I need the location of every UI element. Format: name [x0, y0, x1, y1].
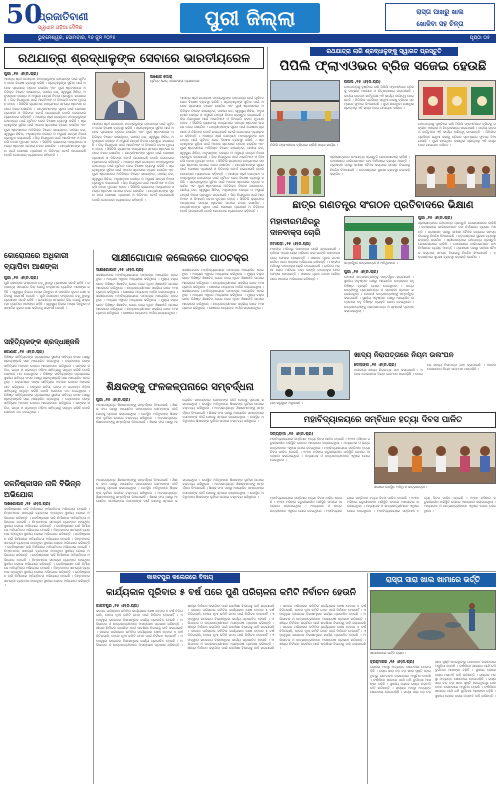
- rathayatra-body: ଆସନ୍ତା ଶ୍ରୀ ଜଗନ୍ନାଥ ମହାପ୍ରଭୁଙ୍କ ରଥଯାତ୍ରା ପାଇଁ ପୂର୍ବତଟ ରେଳ ବିଶେଷ ବ୍ୟବସ୍ଥା କରିଛି । ଶ୍ରଦ୍ଧାଳୁଙ୍କ ସୁବିଧା ପାଇଁ ଅନେକ ସ୍ପେସାଲ ଟ୍ରେନ ଚଳାଯିବ ଏବଂ ପୁରୀ ଷ୍ଟେସନରେ ଅତିରିକ୍ତ ଟିକେଟ କାଉଣ୍ଟର, ପାନୀୟ ଜଳ, ସ୍ୱାସ୍ଥ୍ୟ ଶିବିର, ଅନୁସନ୍ଧାନ କେନ୍ଦ୍ର ଓ ଅସ୍ଥାୟୀ ଯାତ୍ରୀ ନିବାସ ପ୍ରସ୍ତୁତ କରାଯାଇଛି । ଭିଡ଼ ନିୟନ୍ତ୍ରଣ ପାଇଁ ଆରପିଏଫ ଓ ଜିଆରପି ଜବାନ ମୁତୟନ ହେବେ । ସିସିଟିଭି କ୍ୟାମେରା ମାଧ୍ୟମରେ ସମଗ୍ର ଷ୍ଟେସନ ଉପରେ ନଜର ରଖାଯିବ । ଯାତ୍ରୀମାନଙ୍କ ସୂଚନା ପାଇଁ ଘୋଷଣା ପ୍ରଣାଳୀ ଓ ଡିଜିଟାଲ ବୋର୍ଡ ଲଗାଯାଇଛି ବୋଲି ଜେନେରାଲ ମ୍ୟାନେଜର କହିଛନ୍ତି ।: [180, 171, 264, 214]
- road-byline: ବ୍ରହ୍ମଗିରି ,୧୫ ।୬(ନି.ପ୍ର): [370, 660, 415, 664]
- bus-headline: ଖାଦ୍ୟ ନିରାପତ୍ତାରେ ନିୟମ ଉଲଂଘନ: [354, 351, 454, 359]
- flyover-photo: [270, 80, 340, 142]
- kakatpur-kicker: କାକଟପୁର କଲେଜରେ ବିଦାୟ: [120, 573, 240, 583]
- sakhigopal-col-2: [182, 268, 264, 378]
- anniversary-logo: 50: [6, 0, 43, 30]
- sahitya-headline: ସାହିତ୍ୟିକଙ୍କ ଶ୍ରଦ୍ଧାଞ୍ଜଳି: [4, 338, 80, 346]
- kakatpur-body: କଲେଜ ପରିଚାଳନା କମିଟିର କାର୍ଯ୍ୟକାଳ ଶେଷ ହେବାର ୫ ବର୍ଷ ବିତିଗଲାଣି, ହେଲେ ନୂଆ କମିଟି ଗଠନ ପାଇଁ ନିର୍ବାଚନ ହେଉନାହିଁ । ଏହାଦ୍ୱାରା କଲେଜର ବିକାଶମୂଳକ କାର୍ଯ୍ୟ ପ୍ରଭାବିତ ହେଉଛି । ଅଭିଭାବକ ଓ ଛାତ୍ରଛାତ୍ରୀମାନେ ଅସନ୍ତୋଷ ପ୍ରକାଶ କରିଛନ୍ତି । ଶୀଘ୍ର ନିର୍ବାଚନ କରାଯିବା ପାଇଁ ଉଚ୍ଚଶିକ୍ଷା ବିଭାଗକୁ ଦାବି କରାଯାଇଛି ।: [279, 604, 366, 630]
- rathayatra-headline: ରଥଯାତ୍ରା ଶ୍ରଦ୍ଧାଳୁଙ୍କ ସେବାରେ ଭାରତୀୟରେଳ: [4, 47, 264, 69]
- road-photo: [370, 590, 496, 650]
- right-mid-text: [330, 155, 410, 197]
- sakhigopal-col-1: [96, 268, 178, 378]
- rathayatra-byline: ପୁରୀ ,୧୫ ।୬(ନି.ପ୍ର): [4, 72, 39, 76]
- bridge-art-photo: [418, 80, 496, 120]
- drain-headline: ଜଳନିଷ୍କାସନ ନାଳି ବିଭିନ୍ନ ଅଭିଯୋଗ: [4, 479, 81, 499]
- kakatpur-body: କଲେଜ ପରିଚାଳନା କମିଟିର କାର୍ଯ୍ୟକାଳ ଶେଷ ହେବାର ୫ ବର୍ଷ ବିତିଗଲାଣି, ହେଲେ ନୂଆ କମିଟି ଗଠନ ପାଇଁ ନିର୍ବାଚନ ହେଉନାହିଁ । ଏହାଦ୍ୱାରା କଲେଜର ବିକାଶମୂଳକ କାର୍ଯ୍ୟ ପ୍ରଭାବିତ ହେଉଛି । ଅଭିଭାବକ ଓ ଛାତ୍ରଛାତ୍ରୀମାନେ ଅସନ୍ତୋଷ ପ୍ରକାଶ କରିଛନ୍ତି । ଶୀଘ୍ର ନିର୍ବାଚନ କରାଯିବା ପାଇଁ ଉଚ୍ଚଶିକ୍ଷା ବିଭାଗକୁ ଦାବି କରାଯାଇଛି ।: [96, 609, 183, 635]
- rathayatra-body: ଆସନ୍ତା ଶ୍ରୀ ଜଗନ୍ନାଥ ମହାପ୍ରଭୁଙ୍କ ରଥଯାତ୍ରା ପାଇଁ ପୂର୍ବତଟ ରେଳ ବିଶେଷ ବ୍ୟବସ୍ଥା କରିଛି । ଶ୍ରଦ୍ଧାଳୁଙ୍କ ସୁବିଧା ପାଇଁ ଅନେକ ସ୍ପେସାଲ ଟ୍ରେନ ଚଳାଯିବ ଏବଂ ପୁରୀ ଷ୍ଟେସନରେ ଅତିରିକ୍ତ ଟିକେଟ କାଉଣ୍ଟର, ପାନୀୟ ଜଳ, ସ୍ୱାସ୍ଥ୍ୟ ଶିବିର, ଅନୁସନ୍ଧାନ କେନ୍ଦ୍ର ଓ ଅସ୍ଥାୟୀ ଯାତ୍ରୀ ନିବାସ ପ୍ରସ୍ତୁତ କରାଯାଇଛି । ଭିଡ଼ ନିୟନ୍ତ୍ରଣ ପାଇଁ ଆରପିଏଫ ଓ ଜିଆରପି ଜବାନ ମୁତୟନ ହେବେ । ସିସିଟିଭି କ୍ୟାମେରା ମାଧ୍ୟମରେ ସମଗ୍ର ଷ୍ଟେସନ ଉପରେ ନଜର ରଖାଯିବ । ଯାତ୍ରୀମାନଙ୍କ ସୂଚନା ପାଇଁ ଘୋଷଣା ପ୍ରଣାଳୀ ଓ ଡିଜିଟାଲ ବୋର୍ଡ ଲଗାଯାଇଛି ବୋଲି ଜେନେରାଲ ମ୍ୟାନେଜର କହିଛନ୍ତି ।: [4, 115, 86, 157]
- dateline: [4, 34, 496, 43]
- sakhigopal-body: ସାକ୍ଷୀଗୋପାଳ ମହାବିଦ୍ୟାଳୟରେ ପାଠଚକ୍ର ଆୟୋଜିତ ହୋଇଥିଲା । ଅଧ୍ୟକ୍ଷ ଏଥିରେ ଅଧ୍ୟକ୍ଷତା କରିଥିଲେ । ମୁଖ୍ୟ ବକ୍ତା ଭାବେ ବିଶିଷ୍ଟ ଶିକ୍ଷାବିତ୍ ଯୋଗ ଦେଇ ନୂତନ ଶିକ୍ଷାନୀତି ଉପରେ ଆଲୋଚନା କରିଥିଲେ । ଛାତ୍ରଛାତ୍ରୀମାନେ ସକ୍ରିୟ ଭାବେ ଅଂଶଗ୍ରହଣ କରିଥିଲେ । ଶେଷରେ ଧନ୍ୟବାଦ ଅର୍ପଣ କରାଯାଇଥିଲା ।: [182, 289, 264, 310]
- sahitya-body: ବିଶିଷ୍ଟ ସାହିତ୍ୟିକଙ୍କ ପ୍ରୟାଣରେ ସ୍ଥାନୀୟ ସାହିତ୍ୟ ସଂସଦ ପକ୍ଷରୁ ଶ୍ରଦ୍ଧାଞ୍ଜଳି ସଭା ଆୟୋଜିତ ହୋଇଥିଲା । ବକ୍ତାମାନେ ତାଙ୍କ ସାହିତ୍ୟିକ ଅବଦାନ ଉପରେ ଆଲୋକପାତ କରିଥିଲେ । ତାଙ୍କର କବିତା, ଗଳ୍ପ ଓ ପ୍ରବନ୍ଧ ଓଡ଼ିଆ ସାହିତ୍ୟକୁ ସମୃଦ୍ଧ କରିଛି ବୋଲି ସେମାନେ ମତ ଦେଇଥିଲେ ।: [4, 393, 90, 414]
- column-rule: [267, 47, 268, 297]
- sakhigopal-headline: ସାକ୍ଷୀଗୋପାଳ କଲେଜରେ ପାଠଚକ୍ର: [111, 253, 249, 264]
- bus-text: [354, 363, 496, 403]
- pipili-headline: ପିପିଲି ଫ୍ଲାଏଓଭର ବ୍ରିଜ ସଜେଇ ହେଉଛି: [279, 59, 487, 74]
- portrait-caption-box: [150, 74, 260, 94]
- sakhigopal-byline: ସାକ୍ଷୀଗୋପାଳ ,୧୫ ।୬(ନି.ପ୍ର): [96, 268, 144, 272]
- teachers-byline: ପୁରୀ ,୧୫ ।୬(ନି.ପ୍ର): [96, 398, 131, 402]
- newspaper-tagline: ସ୍ୱାଧୀନ ଓଡ଼ିଆ ଦୈନିକ: [38, 25, 83, 31]
- mahavidyalaya-photo: [374, 432, 496, 484]
- sakhigopal-body: ସାକ୍ଷୀଗୋପାଳ ମହାବିଦ୍ୟାଳୟରେ ପାଠଚକ୍ର ଆୟୋଜିତ ହୋଇଥିଲା । ଅଧ୍ୟକ୍ଷ ଏଥିରେ ଅଧ୍ୟକ୍ଷତା କରିଥିଲେ । ମୁଖ୍ୟ ବକ୍ତା ଭାବେ ବିଶିଷ୍ଟ ଶିକ୍ଷାବିତ୍ ଯୋଗ ଦେଇ ନୂତନ ଶିକ୍ଷାନୀତି ଉପରେ ଆଲୋଚନା କରିଥିଲେ । ଛାତ୍ରଛାତ୍ରୀମାନେ ସକ୍ରିୟ ଭାବେ ଅଂଶଗ୍ରହଣ କରିଥିଲେ । ଶେଷରେ ଧନ୍ୟବାଦ ଅର୍ପଣ କରାଯାଇଥିଲା ।: [96, 294, 178, 316]
- teachers-body: ଅବସରପ୍ରାପ୍ତ ଶିକ୍ଷକମାନଙ୍କୁ ସମ୍ବର୍ଦ୍ଧନା ଦିଆଯାଇଛି । ଶିକ୍ଷକ ସଂଘ ପକ୍ଷରୁ ଆୟୋଜିତ ସମାରୋହରେ ସେମାନଙ୍କ ଦୀର୍ଘ ସେବାକୁ ସ୍ମରଣ କରାଯାଇଥିଲା । ଉପସ୍ଥିତ ଅତିଥିମାନେ ଶିକ୍ଷକଙ୍କ ଭୂମିକା ଉପରେ ବକ୍ତବ୍ୟ ରଖିଥିଲେ ।: [96, 403, 178, 420]
- right-column-text: [418, 216, 496, 346]
- drain-body: ଜଳନିଷ୍କାସନ ନାଳି ନିର୍ମାଣରେ ଅନିୟମିତତା ଅଭିଯୋଗ ହୋଇଛି । ନିମ୍ନମାନର ସାମଗ୍ରୀ ବ୍ୟବହାର ହେଉଥିବା ସ୍ଥାନୀୟ ଲୋକେ ଅଭିଯୋଗ କରିଛନ୍ତି ।: [4, 561, 90, 575]
- portrait-caption: ପୂର୍ବତଟ ରେଳ, ଜେନେରାଲ ମ୍ୟାନେଜର: [150, 79, 200, 83]
- newspaper-name: ପ୍ରଜାତିବାଣୀ: [38, 12, 89, 23]
- teachers-text: [96, 398, 264, 474]
- drain-body: ଜଳନିଷ୍କାସନ ନାଳି ନିର୍ମାଣରେ ଅନିୟମିତତା ଅଭିଯୋଗ ହୋଇଛି । ନିମ୍ନମାନର ସାମଗ୍ରୀ ବ୍ୟବହାର ହେଉଥିବା ସ୍ଥାନୀୟ ଲୋକେ ଅଭିଯୋଗ କରିଛନ୍ତି ।: [4, 507, 90, 520]
- road-body: ରାସ୍ତାର ଅବସ୍ଥା ଅତ୍ୟନ୍ତ ଶୋଚନୀୟ ହୋଇପଡ଼ିଛି । ରାସ୍ତା ସାରା ବଡ଼ ବଡ଼ ଖାଲ ସୃଷ୍ଟି ହୋଇଥିବାରୁ ଯାନବାହନ ଚଳାଚଳରେ ଅସୁବିଧା ହେଉଛି । ବର୍ଷାଦିନେ ଖାଲରେ ପାଣି ଜମି ଦୁର୍ଘଟଣା ଆଶଙ୍କା ବଢ଼ିଛି । ସ୍ଥାନୀୟ ଲୋକେ ରାସ୍ତା ମରାମତି ଦାବି କରିଛନ୍ତି ।: [435, 672, 496, 698]
- kakatpur-body: କଲେଜ ପରିଚାଳନା କମିଟିର କାର୍ଯ୍ୟକାଳ ଶେଷ ହେବାର ୫ ବର୍ଷ ବିତିଗଲାଣି, ହେଲେ ନୂଆ କମିଟି ଗଠନ ପାଇଁ ନିର୍ବାଚନ ହେଉନାହିଁ । ଏହାଦ୍ୱାରା କଲେଜର ବିକାଶମୂଳକ କାର୍ଯ୍ୟ ପ୍ରଭାବିତ ହେଉଛି । ଅଭିଭାବକ ଓ ଛାତ୍ରଛାତ୍ରୀମାନେ ଅସନ୍ତୋଷ ପ୍ରକାଶ କରିଛନ୍ତି । ଶୀଘ୍ର ନିର୍ବାଚନ କରାଯିବା ପାଇଁ ଉଚ୍ଚଶିକ୍ଷା ବିଭାଗକୁ ଦାବି କରାଯାଇଛି ।: [279, 625, 366, 651]
- sahitya-body: ବିଶିଷ୍ଟ ସାହିତ୍ୟିକଙ୍କ ପ୍ରୟାଣରେ ସ୍ଥାନୀୟ ସାହିତ୍ୟ ସଂସଦ ପକ୍ଷରୁ ଶ୍ରଦ୍ଧାଞ୍ଜଳି ସଭା ଆୟୋଜିତ ହୋଇଥିଲା । ବକ୍ତାମାନେ ତାଙ୍କ ସାହିତ୍ୟିକ ଅବଦାନ ଉପରେ ଆଲୋକପାତ କରିଥିଲେ । ତାଙ୍କର କବିତା, ଗଳ୍ପ ଓ ପ୍ରବନ୍ଧ ଓଡ଼ିଆ ସାହିତ୍ୟକୁ ସମୃଦ୍ଧ କରିଛି ବୋଲି ସେମାନେ ମତ ଦେଇଥିଲେ ।: [4, 355, 90, 377]
- bus-caption: ଯାଞ୍ଚ କରୁଥିବା ଅଧିକାରୀ ।: [270, 401, 303, 405]
- kakatpur-headline: କାର୍ଯ୍ୟକାଳ ପୂରିବାର ୫ ବର୍ଷ ପରେ ପୁଣି ପରିଚାଳନା କମିଟି ନିର୍ବାଚନ ହେଉନି: [106, 588, 356, 598]
- column-rule: [93, 250, 94, 784]
- rathayatra-body: ଆସନ୍ତା ଶ୍ରୀ ଜଗନ୍ନାଥ ମହାପ୍ରଭୁଙ୍କ ରଥଯାତ୍ରା ପାଇଁ ପୂର୍ବତଟ ରେଳ ବିଶେଷ ବ୍ୟବସ୍ଥା କରିଛି । ଶ୍ରଦ୍ଧାଳୁଙ୍କ ସୁବିଧା ପାଇଁ ଅନେକ ସ୍ପେସାଲ ଟ୍ରେନ ଚଳାଯିବ ଏବଂ ପୁରୀ ଷ୍ଟେସନରେ ଅତିରିକ୍ତ ଟିକେଟ କାଉଣ୍ଟର, ପାନୀୟ ଜଳ, ସ୍ୱାସ୍ଥ୍ୟ ଶିବିର, ଅନୁସନ୍ଧାନ କେନ୍ଦ୍ର ଓ ଅସ୍ଥାୟୀ ଯାତ୍ରୀ ନିବାସ ପ୍ରସ୍ତୁତ କରାଯାଇଛି । ଭିଡ଼ ନିୟନ୍ତ୍ରଣ ପାଇଁ ଆରପିଏଫ ଓ ଜିଆରପି ଜବାନ ମୁତୟନ ହେବେ । ସିସିଟିଭି କ୍ୟାମେରା ମାଧ୍ୟମରେ ସମଗ୍ର ଷ୍ଟେସନ ଉପରେ ନଜର ରଖାଯିବ । ଯାତ୍ରୀମାନଙ୍କ ସୂଚନା ପାଇଁ ଘୋଷଣା ପ୍ରଣାଳୀ ଓ ଡିଜିଟାଲ ବୋର୍ଡ ଲଗାଯାଇଛି ବୋଲି ଜେନେରାଲ ମ୍ୟାନେଜର କହିଛନ୍ତି ।: [92, 122, 174, 164]
- bus-photo: [270, 350, 350, 400]
- rathayatra-body: ଆସନ୍ତା ଶ୍ରୀ ଜଗନ୍ନାଥ ମହାପ୍ରଭୁଙ୍କ ରଥଯାତ୍ରା ପାଇଁ ପୂର୍ବତଟ ରେଳ ବିଶେଷ ବ୍ୟବସ୍ଥା କରିଛି । ଶ୍ରଦ୍ଧାଳୁଙ୍କ ସୁବିଧା ପାଇଁ ଅନେକ ସ୍ପେସାଲ ଟ୍ରେନ ଚଳାଯିବ ଏବଂ ପୁରୀ ଷ୍ଟେସନରେ ଅତିରିକ୍ତ ଟିକେଟ କାଉଣ୍ଟର, ପାନୀୟ ଜଳ, ସ୍ୱାସ୍ଥ୍ୟ ଶିବିର, ଅନୁସନ୍ଧାନ କେନ୍ଦ୍ର ଓ ଅସ୍ଥାୟୀ ଯାତ୍ରୀ ନିବାସ ପ୍ରସ୍ତୁତ କରାଯାଇଛି । ଭିଡ଼ ନିୟନ୍ତ୍ରଣ ପାଇଁ ଆରପିଏଫ ଓ ଜିଆରପି ଜବାନ ମୁତୟନ ହେବେ । ସିସିଟିଭି କ୍ୟାମେରା ମାଧ୍ୟମରେ ସମଗ୍ର ଷ୍ଟେସନ ଉପରେ ନଜର ରଖାଯିବ । ଯାତ୍ରୀମାନଙ୍କ ସୂଚନା ପାଇଁ ଘୋଷଣା ପ୍ରଣାଳୀ ଓ ଡିଜିଟାଲ ବୋର୍ଡ ଲଗାଯାଇଛି ବୋଲି ଜେନେରାଲ ମ୍ୟାନେଜର କହିଛନ୍ତି ।: [4, 77, 86, 120]
- drain-text: [4, 502, 90, 784]
- mahavidyalaya-headline: ମହାବିଦ୍ୟାଳୟରେ ସମ୍ବିଧାନ ହତ୍ୟା ଦିବସ ପାଳିତ: [270, 412, 496, 428]
- drain-body: ଜଳନିଷ୍କାସନ ନାଳି ନିର୍ମାଣରେ ଅନିୟମିତତା ଅଭିଯୋଗ ହୋଇଛି । ନିମ୍ନମାନର ସାମଗ୍ରୀ ବ୍ୟବହାର ହେଉଥିବା ସ୍ଥାନୀୟ ଲୋକେ ଅଭିଯୋଗ କରିଛନ୍ତି ।: [4, 532, 90, 550]
- portrait-name: ଅଶୋକ ଦୋରା: [150, 74, 173, 79]
- mahavidyalaya-body: ମହାବିଦ୍ୟାଳୟରେ ସମ୍ବିଧାନ ହତ୍ୟା ଦିବସ ପାଳିତ ହୋଇଛି । ୧୯୭୫ ମସିହାର ଜରୁରୀକାଳୀନ ପରିସ୍ଥିତି ଉପରେ ଆଲୋଚନା କରାଯାଇଥିଲା । ଅଧ୍ୟାପକ ଓ ଛାତ୍ରଛାତ୍ରୀମାନେ ଏଥିରେ ଯୋଗ ଦେଇଥିଲେ ।: [270, 496, 342, 513]
- corona-headline: କୋରୋନାରେ ଅଧିକାରୀ ବ୍ୟାପିବା ଆଶଙ୍କା: [4, 251, 69, 271]
- corona-body: ପୁଣି କୋରୋନା ସଂକ୍ରମଣ ବଢ଼ୁଥିବାରୁ ପ୍ରଶାସନ ସତର୍କ ରହିଛି । ରଥଯାତ୍ରା ସମୟରେ ଭିଡ଼ ଯୋଗୁଁ ସଂକ୍ରମଣ ବ୍ୟାପିବା ଆଶଙ୍କା ରହିଛି । ସ୍ୱାସ୍ଥ୍ୟ ବିଭାଗ ମାସ୍କ ପିନ୍ଧିବା ଓ ସାମାଜିକ ଦୂରତା ରକ୍ଷା କରିବାକୁ ପରାମର୍ଶ ଦେଇଛି ।: [4, 293, 90, 311]
- corona-body: ପୁଣି କୋରୋନା ସଂକ୍ରମଣ ବଢ଼ୁଥିବାରୁ ପ୍ରଶାସନ ସତର୍କ ରହିଛି । ରଥଯାତ୍ରା ସମୟରେ ଭିଡ଼ ଯୋଗୁଁ ସଂକ୍ରମଣ ବ୍ୟାପିବା ଆଶଙ୍କା ରହିଛି । ସ୍ୱାସ୍ଥ୍ୟ ବିଭାଗ ମାସ୍କ ପିନ୍ଧିବା ଓ ସାମାଜିକ ଦୂରତା ରକ୍ଷା କରିବାକୁ ପରାମର୍ଶ ଦେଇଛି ।: [4, 281, 90, 298]
- section-rule: [96, 571, 496, 572]
- mahavidyalaya-byline: ସତ୍ୟବାଦୀ ,୧୫ ।୬(ନି.ପ୍ର): [270, 432, 314, 436]
- sakhigopal-body: ସାକ୍ଷୀଗୋପାଳ ମହାବିଦ୍ୟାଳୟରେ ପାଠଚକ୍ର ଆୟୋଜିତ ହୋଇଥିଲା । ଅଧ୍ୟକ୍ଷ ଏଥିରେ ଅଧ୍ୟକ୍ଷତା କରିଥିଲେ । ମୁଖ୍ୟ ବକ୍ତା ଭାବେ ବିଶିଷ୍ଟ ଶିକ୍ଷାବିତ୍ ଯୋଗ ଦେଇ ନୂତନ ଶିକ୍ଷାନୀତି ଉପରେ ଆଲୋଚନା କରିଥିଲେ । ଛାତ୍ରଛାତ୍ରୀମାନେ ସକ୍ରିୟ ଭାବେ ଅଂଶଗ୍ରହଣ କରିଥିଲେ । ଶେଷରେ ଧନ୍ୟବାଦ ଅର୍ପଣ କରାଯାଇଥିଲା ।: [182, 268, 264, 289]
- drain-body: ଜଳନିଷ୍କାସନ ନାଳି ନିର୍ମାଣରେ ଅନିୟମିତତା ଅଭିଯୋଗ ହୋଇଛି । ନିମ୍ନମାନର ସାମଗ୍ରୀ ବ୍ୟବହାର ହେଉଥିବା ସ୍ଥାନୀୟ ଲୋକେ ଅଭିଯୋଗ କରିଛନ୍ତି ।: [4, 524, 90, 537]
- right-column-body: ଶ୍ରୀକ୍ଷେତ୍ରରେ ରଥଯାତ୍ରା ପ୍ରସ୍ତୁତି ଜୋରସୋରରେ ଚାଲିଛି । ରଥଖଳାରେ କାରିଗରମାନେ ରଥ ନିର୍ମାଣରେ ବ୍ୟସ୍ତ ଅଛନ୍ତି । ପ୍ରଶାସନ ପକ୍ଷରୁ ସମୀକ୍ଷା ବୈଠକ କରାଯାଇ ସମସ୍ତ ବିଭାଗକୁ ନିର୍ଦ୍ଦେଶ ଦିଆଯାଇଛି । ବଡ଼ଦାଣ୍ଡରେ ସୁରକ୍ଷା ବ୍ୟବସ୍ଥା କଡ଼ାକଡ଼ି କରାଯିବ ।: [330, 155, 410, 176]
- road-body: ରାସ୍ତାର ଅବସ୍ଥା ଅତ୍ୟନ୍ତ ଶୋଚନୀୟ ହୋଇପଡ଼ିଛି । ରାସ୍ତା ସାରା ବଡ଼ ବଡ଼ ଖାଲ ସୃଷ୍ଟି ହୋଇଥିବାରୁ ଯାନବାହନ ଚଳାଚଳରେ ଅସୁବିଧା ହେଉଛି । ବର୍ଷାଦିନେ ଖାଲରେ ପାଣି ଜମି ଦୁର୍ଘଟଣା ଆଶଙ୍କା ବଢ଼ିଛି । ସ୍ଥାନୀୟ ଲୋକେ ରାସ୍ତା ମରାମତି ଦାବି କରିଛନ୍ତି ।: [370, 660, 496, 695]
- mahavidyalaya-body: ମହାବିଦ୍ୟାଳୟରେ ସମ୍ବିଧାନ ହତ୍ୟା ଦିବସ ପାଳିତ ହୋଇଛି । ୧୯୭୫ ମସିହାର ଜରୁରୀକାଳୀନ ପରିସ୍ଥିତି ଉପରେ ଆଲୋଚନା କରାଯାଇଥିଲା । ଅଧ୍ୟାପକ ଓ ଛାତ୍ରଛାତ୍ରୀମାନେ ଏଥିରେ ଯୋଗ ଦେଇଥିଲେ ।: [377, 496, 496, 513]
- road-body: ରାସ୍ତାର ଅବସ୍ଥା ଅତ୍ୟନ୍ତ ଶୋଚନୀୟ ହୋଇପଡ଼ିଛି । ରାସ୍ତା ସାରା ବଡ଼ ବଡ଼ ଖାଲ ସୃଷ୍ଟି ହୋଇଥିବାରୁ ଯାନବାହନ ଚଳାଚଳରେ ଅସୁବିଧା ହେଉଛି । ବର୍ଷାଦିନେ ଖାଲରେ ପାଣି ଜମି ଦୁର୍ଘଟଣା ଆଶଙ୍କା ବଢ଼ିଛି । ସ୍ଥାନୀୟ ଲୋକେ ରାସ୍ତା ମରାମତି ଦାବି କରିଛନ୍ତି ।: [370, 665, 431, 691]
- teachers-body: ଅବସରପ୍ରାପ୍ତ ଶିକ୍ଷକମାନଙ୍କୁ ସମ୍ବର୍ଦ୍ଧନା ଦିଆଯାଇଛି । ଶିକ୍ଷକ ସଂଘ ପକ୍ଷରୁ ଆୟୋଜିତ ସମାରୋହରେ ସେମାନଙ୍କ ଦୀର୍ଘ ସେବାକୁ ସ୍ମରଣ କରାଯାଇଥିଲା । ଉପସ୍ଥିତ ଅତିଥିମାନେ ଶିକ୍ଷକଙ୍କ ଭୂମିକା ଉପରେ ବକ୍ତବ୍ୟ ରଖିଥିଲେ ।: [182, 406, 264, 424]
- felicitation-photo: [344, 216, 414, 260]
- student-body: ମେଧାବୀ ଛାତ୍ରଛାତ୍ରୀଙ୍କୁ ସମ୍ବର୍ଦ୍ଧିତ କରାଯାଇଛି । ସ୍ଥାନୀୟ ଅନୁଷ୍ଠାନ ପକ୍ଷରୁ ଆୟୋଜିତ ଉତ୍ସବରେ ବହୁ ବିଶିଷ୍ଟ ବ୍ୟକ୍ତି ଯୋଗ ଦେଇଥିଲେ । ଛାତ୍ରଛାତ୍ରୀଙ୍କୁ ପ୍ରମାଣପତ୍ର ଓ ସ୍ମାରକୀ ପ୍ରଦାନ କରାଯାଇଥିଲା ।: [344, 275, 414, 297]
- mahabir-byline: ନିମାପଡ଼ା ,୧୫ ।୬(ନି.ପ୍ର): [270, 242, 311, 246]
- mahavidyalaya-more-text: [270, 496, 496, 568]
- rathayatra-col-1: [4, 72, 86, 246]
- teachers-headline: ଶିକ୍ଷକଙ୍କୁ ଫଳକଳ୍ପନାରେ ସମ୍ବର୍ଦ୍ଧନା: [106, 382, 254, 393]
- teachers-body: ଅବସରପ୍ରାପ୍ତ ଶିକ୍ଷକମାନଙ୍କୁ ସମ୍ବର୍ଦ୍ଧନା ଦିଆଯାଇଛି । ଶିକ୍ଷକ ସଂଘ ପକ୍ଷରୁ ଆୟୋଜିତ ସମାରୋହରେ ସେମାନଙ୍କ ଦୀର୍ଘ ସେବାକୁ ସ୍ମରଣ କରାଯାଇଥିଲା । ଉପସ୍ଥିତ ଅତିଥିମାନେ ଶିକ୍ଷକଙ୍କ ଭୂମିକା ଉପରେ ବକ୍ତବ୍ୟ ରଖିଥିଲେ ।: [96, 398, 264, 425]
- drain-body: ଜଳନିଷ୍କାସନ ନାଳି ନିର୍ମାଣରେ ଅନିୟମିତତା ଅଭିଯୋଗ ହୋଇଛି । ନିମ୍ନମାନର ସାମଗ୍ରୀ ବ୍ୟବହାର ହେଉଥିବା ସ୍ଥାନୀୟ ଲୋକେ ଅଭିଯୋଗ କରିଛନ୍ତି ।: [4, 545, 90, 558]
- mahabir-headline: ମହାବୀରମନ୍ଦିରରୁ ଦାନବାକ୍ସ ଚୋରି: [270, 217, 321, 237]
- date-text: ଭୁବନେଶ୍ୱର, ସୋମବାର, ୧୬ ଜୁନ ୨୦୨୫: [38, 35, 116, 41]
- kakatpur-text: [96, 604, 366, 784]
- kakatpur-upper-text: [96, 478, 264, 570]
- right-column-body: ଶ୍ରୀକ୍ଷେତ୍ରରେ ରଥଯାତ୍ରା ପ୍ରସ୍ତୁତି ଜୋରସୋରରେ ଚାଲିଛି । ରଥଖଳାରେ କାରିଗରମାନେ ରଥ ନିର୍ମାଣରେ ବ୍ୟସ୍ତ ଅଛନ୍ତି । ପ୍ରଶାସନ ପକ୍ଷରୁ ସମୀକ୍ଷା ବୈଠକ କରାଯାଇ ସମସ୍ତ ବିଭାଗକୁ ନିର୍ଦ୍ଦେଶ ଦିଆଯାଇଛି । ବଡ଼ଦାଣ୍ଡରେ ସୁରକ୍ଷା ବ୍ୟବସ୍ଥା କଡ଼ାକଡ଼ି କରାଯିବ ।: [418, 238, 496, 259]
- flyover-caption: ପିପିଲି ଫ୍ଲାଏଓଭର ବ୍ରିଜରେ ଚାଲିଛି ସଜ୍ଜା କାର୍ଯ୍ୟ ।: [270, 143, 339, 147]
- mahavidyalaya-text: [270, 432, 370, 492]
- students-photo: [270, 155, 325, 197]
- mahavidyalaya-body: ମହାବିଦ୍ୟାଳୟରେ ସମ୍ବିଧାନ ହତ୍ୟା ଦିବସ ପାଳିତ ହୋଇଛି । ୧୯୭୫ ମସିହାର ଜରୁରୀକାଳୀନ ପରିସ୍ଥିତି ଉପରେ ଆଲୋଚନା କରାଯାଇଥିଲା । ଅଧ୍ୟାପକ ଓ ଛାତ୍ରଛାତ୍ରୀମାନେ ଏଥିରେ ଯୋଗ ଦେଇଥିଲେ ।: [326, 496, 419, 513]
- mahavidyalaya-body: ମହାବିଦ୍ୟାଳୟରେ ସମ୍ବିଧାନ ହତ୍ୟା ଦିବସ ପାଳିତ ହୋଇଛି । ୧୯୭୫ ମସିହାର ଜରୁରୀକାଳୀନ ପରିସ୍ଥିତି ଉପରେ ଆଲୋଚନା କରାଯାଇଥିଲା । ଅଧ୍ୟାପକ ଓ ଛାତ୍ରଛାତ୍ରୀମାନେ ଏଥିରେ ଯୋଗ ଦେଇଥିଲେ ।: [270, 445, 370, 463]
- ear-box-line: ଖୋଳିବା ସହ ଚିନ୍ତା: [416, 20, 464, 28]
- masthead: [0, 0, 500, 44]
- rathayatra-col-2: [92, 122, 174, 246]
- mahabir-body: ମହାବୀର ମନ୍ଦିରରୁ ଦାନବାକ୍ସ ଚୋରି ହୋଇଯାଇଛି । ରାତିରେ ଅଜଣା ଚୋର ମନ୍ଦିରର ତାଲା ଭାଙ୍ଗି ଦାନବାକ୍ସ ନେଇ ଫେରାର ହୋଇଛନ୍ତି । ସକାଳେ ପୂଜକ ଘଟଣା ଜାଣିବା ପରେ ଥାନାରେ ଅଭିଯୋଗ କରିଛନ୍ତି ।: [270, 247, 340, 264]
- ceremony-photo: [415, 155, 496, 197]
- teachers-body: ଅବସରପ୍ରାପ୍ତ ଶିକ୍ଷକମାନଙ୍କୁ ସମ୍ବର୍ଦ୍ଧନା ଦିଆଯାଇଛି । ଶିକ୍ଷକ ସଂଘ ପକ୍ଷରୁ ଆୟୋଜିତ ସମାରୋହରେ ସେମାନଙ୍କ ଦୀର୍ଘ ସେବାକୁ ସ୍ମରଣ କରାଯାଇଥିଲା । ଉପସ୍ଥିତ ଅତିଥିମାନେ ଶିକ୍ଷକଙ୍କ ଭୂମିକା ଉପରେ ବକ୍ତବ୍ୟ ରଖିଥିଲେ ।: [182, 482, 264, 499]
- felicitation-caption: ସମ୍ବର୍ଦ୍ଧିତ ଛାତ୍ରଛାତ୍ରୀ ଓ ଅତିଥିମାନେ ।: [344, 261, 398, 265]
- road-headline: ରାସ୍ତା ସାରା ଖାଲ ଖାମାରେ ଭର୍ତ୍ତି: [370, 573, 496, 587]
- bus-body: ବଜାରରେ ଖାଦ୍ୟ ନିରାପତ୍ତା ଯାଞ୍ଚ କରାଯାଇଛି । ଅନେକ ଦୋକାନରେ ନିୟମ ଉଲଂଘନ ଧରାପଡ଼ିଛି ।: [415, 363, 496, 377]
- ear-box: [385, 3, 495, 31]
- rathayatra-col-3: [180, 96, 264, 246]
- kakatpur-body: କଲେଜ ପରିଚାଳନା କମିଟିର କାର୍ଯ୍ୟକାଳ ଶେଷ ହେବାର ୫ ବର୍ଷ ବିତିଗଲାଣି, ହେଲେ ନୂଆ କମିଟି ଗଠନ ପାଇଁ ନିର୍ବାଚନ ହେଉନାହିଁ । ଏହାଦ୍ୱାରା କଲେଜର ବିକାଶମୂଳକ କାର୍ଯ୍ୟ ପ୍ରଭାବିତ ହେଉଛି । ଅଭିଭାବକ ଓ ଛାତ୍ରଛାତ୍ରୀମାନେ ଅସନ୍ତୋଷ ପ୍ରକାଶ କରିଛନ୍ତି । ଶୀଘ୍ର ନିର୍ବାଚନ କରାଯିବା ପାଇଁ ଉଚ୍ଚଶିକ୍ଷା ବିଭାଗକୁ ଦାବି କରାଯାଇଛି ।: [187, 604, 281, 651]
- ear-box-line: ରାସ୍ତା ପାଖରୁ ଖାଲ: [416, 8, 464, 16]
- teachers-body: ଅବସରପ୍ରାପ୍ତ ଶିକ୍ଷକମାନଙ୍କୁ ସମ୍ବର୍ଦ୍ଧନା ଦିଆଯାଇଛି । ଶିକ୍ଷକ ସଂଘ ପକ୍ଷରୁ ଆୟୋଜିତ ସମାରୋହରେ ସେମାନଙ୍କ ଦୀର୍ଘ ସେବାକୁ ସ୍ମରଣ କରାଯାଇଥିଲା । ଉପସ୍ଥିତ ଅତିଥିମାନେ ଶିକ୍ଷକଙ୍କ ଭୂମିକା ଉପରେ ବକ୍ତବ୍ୟ ରଖିଥିଲେ ।: [96, 478, 264, 504]
- mahavidyalaya-body: ମହାବିଦ୍ୟାଳୟରେ ସମ୍ବିଧାନ ହତ୍ୟା ଦିବସ ପାଳିତ ହୋଇଛି । ୧୯୭୫ ମସିହାର ଜରୁରୀକାଳୀନ ପରିସ୍ଥିତି ଉପରେ ଆଲୋଚନା କରାଯାଇଥିଲା । ଅଧ୍ୟାପକ ଓ ଛାତ୍ରଛାତ୍ରୀମାନେ ଏଥିରେ ଯୋଗ ଦେଇଥିଲେ ।: [270, 437, 370, 450]
- kakatpur-body: କଲେଜ ପରିଚାଳନା କମିଟିର କାର୍ଯ୍ୟକାଳ ଶେଷ ହେବାର ୫ ବର୍ଷ ବିତିଗଲାଣି, ହେଲେ ନୂଆ କମିଟି ଗଠନ ପାଇଁ ନିର୍ବାଚନ ହେଉନାହିଁ । ଏହାଦ୍ୱାରା କଲେଜର ବିକାଶମୂଳକ କାର୍ଯ୍ୟ ପ୍ରଭାବିତ ହେଉଛି । ଅଭିଭାବକ ଓ ଛାତ୍ରଛାତ୍ରୀମାନେ ଅସନ୍ତୋଷ ପ୍ରକାଶ କରିଛନ୍ତି । ଶୀଘ୍ର ନିର୍ବାଚନ କରାଯିବା ପାଇଁ ଉଚ୍ଚଶିକ୍ଷା ବିଭାଗକୁ ଦାବି କରାଯାଇଛି ।: [187, 608, 275, 634]
- pipili-body: ରଥଯାତ୍ରାକୁ ଦୃଷ୍ଟିରେ ରଖି ପିପିଲି ଫ୍ଲାଏଓଭର ବ୍ରିଜକୁ ରଙ୍ଗୀନ ଆଲୋକ ଓ ଚିତ୍ରକଳାରେ ସଜାଯାଉଛି । ଜାତୀୟ ରାଜପଥ କର୍ତ୍ତୃପକ୍ଷ ଏହି କାର୍ଯ୍ୟ ଦାୟିତ୍ୱ ନେଇଛନ୍ତି । ପିପିଲିର ପ୍ରସିଦ୍ଧ ଚାନ୍ଦୁଆ କଳାକୁ ବ୍ରିଜର ସ୍ତମ୍ଭରେ ଫୁଟାଇ ଦିଆଯାଉଛି । ପୁରୀ ଯାଉଥିବା ଲକ୍ଷାଧିକ ଶ୍ରଦ୍ଧାଳୁ ଏହି ରାସ୍ତା ଦେଇ ଯାତାୟାତ କରିବେ ।: [344, 85, 414, 111]
- column-rule: [367, 573, 368, 784]
- portrait-photo: [95, 72, 145, 120]
- rathayatra-body: ଆସନ୍ତା ଶ୍ରୀ ଜଗନ୍ନାଥ ମହାପ୍ରଭୁଙ୍କ ରଥଯାତ୍ରା ପାଇଁ ପୂର୍ବତଟ ରେଳ ବିଶେଷ ବ୍ୟବସ୍ଥା କରିଛି । ଶ୍ରଦ୍ଧାଳୁଙ୍କ ସୁବିଧା ପାଇଁ ଅନେକ ସ୍ପେସାଲ ଟ୍ରେନ ଚଳାଯିବ ଏବଂ ପୁରୀ ଷ୍ଟେସନରେ ଅତିରିକ୍ତ ଟିକେଟ କାଉଣ୍ଟର, ପାନୀୟ ଜଳ, ସ୍ୱାସ୍ଥ୍ୟ ଶିବିର, ଅନୁସନ୍ଧାନ କେନ୍ଦ୍ର ଓ ଅସ୍ଥାୟୀ ଯାତ୍ରୀ ନିବାସ ପ୍ରସ୍ତୁତ କରାଯାଇଛି । ଭିଡ଼ ନିୟନ୍ତ୍ରଣ ପାଇଁ ଆରପିଏଫ ଓ ଜିଆରପି ଜବାନ ମୁତୟନ ହେବେ । ସିସିଟିଭି କ୍ୟାମେରା ମାଧ୍ୟମରେ ସମଗ୍ର ଷ୍ଟେସନ ଉପରେ ନଜର ରଖାଯିବ । ଯାତ୍ରୀମାନଙ୍କ ସୂଚନା ପାଇଁ ଘୋଷଣା ପ୍ରଣାଳୀ ଓ ଡିଜିଟାଲ ବୋର୍ଡ ଲଗାଯାଇଛି ବୋଲି ଜେନେରାଲ ମ୍ୟାନେଜର କହିଛନ୍ତି ।: [92, 159, 174, 202]
- kakatpur-body: କଲେଜ ପରିଚାଳନା କମିଟିର କାର୍ଯ୍ୟକାଳ ଶେଷ ହେବାର ୫ ବର୍ଷ ବିତିଗଲାଣି, ହେଲେ ନୂଆ କମିଟି ଗଠନ ପାଇଁ ନିର୍ବାଚନ ହେଉନାହିଁ । ଏହାଦ୍ୱାରା କଲେଜର ବିକାଶମୂଳକ କାର୍ଯ୍ୟ ପ୍ରଭାବିତ ହେଉଛି । ଅଭିଭାବକ ଓ ଛାତ୍ରଛାତ୍ରୀମାନେ ଅସନ୍ତୋଷ ପ୍ରକାଶ କରିଛନ୍ତି । ଶୀଘ୍ର ନିର୍ବାଚନ କରାଯିବା ପାଇଁ ଉଚ୍ଚଶିକ୍ଷା ବିଭାଗକୁ ଦାବି କରାଯାଇଛି ।: [96, 604, 275, 647]
- mahabir-text: [270, 242, 340, 346]
- rathayatra-body: ଆସନ୍ତା ଶ୍ରୀ ଜଗନ୍ନାଥ ମହାପ୍ରଭୁଙ୍କ ରଥଯାତ୍ରା ପାଇଁ ପୂର୍ବତଟ ରେଳ ବିଶେଷ ବ୍ୟବସ୍ଥା କରିଛି । ଶ୍ରଦ୍ଧାଳୁଙ୍କ ସୁବିଧା ପାଇଁ ଅନେକ ସ୍ପେସାଲ ଟ୍ରେନ ଚଳାଯିବ ଏବଂ ପୁରୀ ଷ୍ଟେସନରେ ଅତିରିକ୍ତ ଟିକେଟ କାଉଣ୍ଟର, ପାନୀୟ ଜଳ, ସ୍ୱାସ୍ଥ୍ୟ ଶିବିର, ଅନୁସନ୍ଧାନ କେନ୍ଦ୍ର ଓ ଅସ୍ଥାୟୀ ଯାତ୍ରୀ ନିବାସ ପ୍ରସ୍ତୁତ କରାଯାଇଛି । ଭିଡ଼ ନିୟନ୍ତ୍ରଣ ପାଇଁ ଆରପିଏଫ ଓ ଜିଆରପି ଜବାନ ମୁତୟନ ହେବେ । ସିସିଟିଭି କ୍ୟାମେରା ମାଧ୍ୟମରେ ସମଗ୍ର ଷ୍ଟେସନ ଉପରେ ନଜର ରଖାଯିବ । ଯାତ୍ରୀମାନଙ୍କ ସୂଚନା ପାଇଁ ଘୋଷଣା ପ୍ରଣାଳୀ ଓ ଡିଜିଟାଲ ବୋର୍ଡ ଲଗାଯାଇଛି ବୋଲି ଜେନେରାଲ ମ୍ୟାନେଜର କହିଛନ୍ତି ।: [180, 96, 264, 138]
- corona-text: [4, 276, 90, 334]
- page-number: ପୃଷ୍ଠା ୦୫: [469, 35, 490, 41]
- sahitya-byline: କୋଣାର୍କ ,୧୫ ।୬(ନି.ପ୍ର): [4, 350, 44, 354]
- bus-byline: ଡେଲାଙ୍ଗ ,୧୫ ।୬(ନି.ପ୍ର): [354, 363, 397, 367]
- drain-byline: ସାଖିଗୋପାଳ ,୧୫ ।୬(ନି.ପ୍ର): [4, 502, 51, 506]
- sahitya-text: [4, 350, 90, 474]
- student-body: ମେଧାବୀ ଛାତ୍ରଛାତ୍ରୀଙ୍କୁ ସମ୍ବର୍ଦ୍ଧିତ କରାଯାଇଛି । ସ୍ଥାନୀୟ ଅନୁଷ୍ଠାନ ପକ୍ଷରୁ ଆୟୋଜିତ ଉତ୍ସବରେ ବହୁ ବିଶିଷ୍ଟ ବ୍ୟକ୍ତି ଯୋଗ ଦେଇଥିଲେ । ଛାତ୍ରଛାତ୍ରୀଙ୍କୁ ପ୍ରମାଣପତ୍ର ଓ ସ୍ମାରକୀ ପ୍ରଦାନ କରାଯାଇଥିଲା ।: [344, 292, 414, 313]
- pipili-byline: ପିପିଲି ,୧୫ ।୬(ନି.ପ୍ର): [344, 80, 381, 84]
- drain-body: ଜଳନିଷ୍କାସନ ନାଳି ନିର୍ମାଣରେ ଅନିୟମିତତା ଅଭିଯୋଗ ହୋଇଛି । ନିମ୍ନମାନର ସାମଗ୍ରୀ ବ୍ୟବହାର ହେଉଥିବା ସ୍ଥାନୀୟ ଲୋକେ ଅଭିଯୋଗ କରିଛନ୍ତି ।: [4, 515, 90, 529]
- bus-body: ବଜାରରେ ଖାଦ୍ୟ ନିରାପତ୍ତା ଯାଞ୍ଚ କରାଯାଇଛି । ଅନେକ ଦୋକାନରେ ନିୟମ ଉଲଂଘନ ଧରାପଡ଼ିଛି ।: [354, 368, 423, 377]
- mahavidyalaya-caption: ସଭାରେ ଉପସ୍ଥିତ ଅତିଥି ଓ ଛାତ୍ରଛାତ୍ରୀ ।: [374, 485, 428, 489]
- kakatpur-byline: କାକଟପୁର ,୧୫ ।୬(ନି.ପ୍ର): [96, 604, 139, 608]
- right-column-body: ଶ୍ରୀକ୍ଷେତ୍ରରେ ରଥଯାତ୍ରା ପ୍ରସ୍ତୁତି ଜୋରସୋରରେ ଚାଲିଛି । ରଥଖଳାରେ କାରିଗରମାନେ ରଥ ନିର୍ମାଣରେ ବ୍ୟସ୍ତ ଅଛନ୍ତି । ପ୍ରଶାସନ ପକ୍ଷରୁ ସମୀକ୍ଷା ବୈଠକ କରାଯାଇ ସମସ୍ତ ବିଭାଗକୁ ନିର୍ଦ୍ଦେଶ ଦିଆଯାଇଛି । ବଡ଼ଦାଣ୍ଡରେ ସୁରକ୍ଷା ବ୍ୟବସ୍ଥା କଡ଼ାକଡ଼ି କରାଯିବ ।: [418, 221, 496, 243]
- mahabir-body: ମହାବୀର ମନ୍ଦିରରୁ ଦାନବାକ୍ସ ଚୋରି ହୋଇଯାଇଛି । ରାତିରେ ଅଜଣା ଚୋର ମନ୍ଦିରର ତାଲା ଭାଙ୍ଗି ଦାନବାକ୍ସ ନେଇ ଫେରାର ହୋଇଛନ୍ତି । ସକାଳେ ପୂଜକ ଘଟଣା ଜାଣିବା ପରେ ଥାନାରେ ଅଭିଯୋଗ କରିଛନ୍ତି ।: [270, 259, 340, 281]
- pipili-kicker: ରଥଯାତ୍ରା ଲାଗି ଶ୍ରଦ୍ଧାଳୁଙ୍କୁ ସ୍ୱାଗତ ପ୍ରସ୍ତୁତି: [310, 47, 458, 56]
- pipili-col-1: [344, 80, 414, 152]
- right-column-byline: ପୁରୀ ,୧୫ ।୬(ନି.ପ୍ର): [418, 216, 453, 220]
- student-byline: ପୁରୀ ,୧୫ ।୬(ନି.ପ୍ର): [344, 270, 379, 274]
- road-text: [370, 660, 496, 784]
- student-headline: ଛାତ୍ର ଗଣତନ୍ତ୍ର ସଂଗଠନ ପ୍ରତିବାଦରେ ଭିକ୍ଷାଣ: [292, 200, 474, 211]
- sahitya-body: ବିଶିଷ୍ଟ ସାହିତ୍ୟିକଙ୍କ ପ୍ରୟାଣରେ ସ୍ଥାନୀୟ ସାହିତ୍ୟ ସଂସଦ ପକ୍ଷରୁ ଶ୍ରଦ୍ଧାଞ୍ଜଳି ସଭା ଆୟୋଜିତ ହୋଇଥିଲା । ବକ୍ତାମାନେ ତାଙ୍କ ସାହିତ୍ୟିକ ଅବଦାନ ଉପରେ ଆଲୋକପାତ କରିଥିଲେ । ତାଙ୍କର କବିତା, ଗଳ୍ପ ଓ ପ୍ରବନ୍ଧ ଓଡ଼ିଆ ସାହିତ୍ୟକୁ ସମୃଦ୍ଧ କରିଛି ବୋଲି ସେମାନେ ମତ ଦେଇଥିଲେ ।: [4, 372, 90, 393]
- drain-body: ଜଳନିଷ୍କାସନ ନାଳି ନିର୍ମାଣରେ ଅନିୟମିତତା ଅଭିଯୋଗ ହୋଇଛି । ନିମ୍ନମାନର ସାମଗ୍ରୀ ବ୍ୟବହାର ହେଉଥିବା ସ୍ଥାନୀୟ ଲୋକେ ଅଭିଯୋଗ କରିଛନ୍ତି ।: [4, 570, 90, 587]
- corona-byline: ପୁରୀ ,୧୫ ।୬(ନି.ପ୍ର): [4, 276, 39, 280]
- sakhigopal-body: ସାକ୍ଷୀଗୋପାଳ ମହାବିଦ୍ୟାଳୟରେ ପାଠଚକ୍ର ଆୟୋଜିତ ହୋଇଥିଲା । ଅଧ୍ୟକ୍ଷ ଏଥିରେ ଅଧ୍ୟକ୍ଷତା କରିଥିଲେ । ମୁଖ୍ୟ ବକ୍ତା ଭାବେ ବିଶିଷ୍ଟ ଶିକ୍ଷାବିତ୍ ଯୋଗ ଦେଇ ନୂତନ ଶିକ୍ଷାନୀତି ଉପରେ ଆଲୋଚନା କରିଥିଲେ । ଛାତ୍ରଛାତ୍ରୀମାନେ ସକ୍ରିୟ ଭାବେ ଅଂଶଗ୍ରହଣ କରିଥିଲେ । ଶେଷରେ ଧନ୍ୟବାଦ ଅର୍ପଣ କରାଯାଇଥିଲା ।: [96, 273, 178, 295]
- rathayatra-body: ଆସନ୍ତା ଶ୍ରୀ ଜଗନ୍ନାଥ ମହାପ୍ରଭୁଙ୍କ ରଥଯାତ୍ରା ପାଇଁ ପୂର୍ବତଟ ରେଳ ବିଶେଷ ବ୍ୟବସ୍ଥା କରିଛି । ଶ୍ରଦ୍ଧାଳୁଙ୍କ ସୁବିଧା ପାଇଁ ଅନେକ ସ୍ପେସାଲ ଟ୍ରେନ ଚଳାଯିବ ଏବଂ ପୁରୀ ଷ୍ଟେସନରେ ଅତିରିକ୍ତ ଟିକେଟ କାଉଣ୍ଟର, ପାନୀୟ ଜଳ, ସ୍ୱାସ୍ଥ୍ୟ ଶିବିର, ଅନୁସନ୍ଧାନ କେନ୍ଦ୍ର ଓ ଅସ୍ଥାୟୀ ଯାତ୍ରୀ ନିବାସ ପ୍ରସ୍ତୁତ କରାଯାଇଛି । ଭିଡ଼ ନିୟନ୍ତ୍ରଣ ପାଇଁ ଆରପିଏଫ ଓ ଜିଆରପି ଜବାନ ମୁତୟନ ହେବେ । ସିସିଟିଭି କ୍ୟାମେରା ମାଧ୍ୟମରେ ସମଗ୍ର ଷ୍ଟେସନ ଉପରେ ନଜର ରଖାଯିବ । ଯାତ୍ରୀମାନଙ୍କ ସୂଚନା ପାଇଁ ଘୋଷଣା ପ୍ରଣାଳୀ ଓ ଡିଜିଟାଲ ବୋର୍ଡ ଲଗାଯାଇଛି ବୋଲି ଜେନେରାଲ ମ୍ୟାନେଜର କହିଛନ୍ତି ।: [180, 133, 264, 176]
- section-title: ପୁରୀ ଜିଲ୍ଲା: [180, 3, 320, 33]
- drain-body: ଜଳନିଷ୍କାସନ ନାଳି ନିର୍ମାଣରେ ଅନିୟମିତତା ଅଭିଯୋଗ ହୋଇଛି । ନିମ୍ନମାନର ସାମଗ୍ରୀ ବ୍ୟବହାର ହେଉଥିବା ସ୍ଥାନୀୟ ଲୋକେ ଅଭିଯୋଗ କରିଛନ୍ତି ।: [4, 553, 90, 566]
- pipili-body: ରଥଯାତ୍ରାକୁ ଦୃଷ୍ଟିରେ ରଖି ପିପିଲି ଫ୍ଲାଏଓଭର ବ୍ରିଜକୁ ରଙ୍ଗୀନ ଆଲୋକ ଓ ଚିତ୍ରକଳାରେ ସଜାଯାଉଛି । ଜାତୀୟ ରାଜପଥ କର୍ତ୍ତୃପକ୍ଷ ଏହି କାର୍ଯ୍ୟ ଦାୟିତ୍ୱ ନେଇଛନ୍ତି । ପିପିଲିର ପ୍ରସିଦ୍ଧ ଚାନ୍ଦୁଆ କଳାକୁ ବ୍ରିଜର ସ୍ତମ୍ଭରେ ଫୁଟାଇ ଦିଆଯାଉଛି । ପୁରୀ ଯାଉଥିବା ଲକ୍ଷାଧିକ ଶ୍ରଦ୍ଧାଳୁ ଏହି ରାସ୍ତା ଦେଇ ଯାତାୟାତ କରିବେ ।: [418, 122, 496, 148]
- student-text: [344, 270, 414, 346]
- road-caption: ଖାଲଖମାରେ ଭର୍ତ୍ତି ରାସ୍ତା ।: [370, 651, 407, 655]
- pipili-col-2: [418, 122, 496, 152]
- teachers-body: ଅବସରପ୍ରାପ୍ତ ଶିକ୍ଷକମାନଙ୍କୁ ସମ୍ବର୍ଦ୍ଧନା ଦିଆଯାଇଛି । ଶିକ୍ଷକ ସଂଘ ପକ୍ଷରୁ ଆୟୋଜିତ ସମାରୋହରେ ସେମାନଙ୍କ ଦୀର୍ଘ ସେବାକୁ ସ୍ମରଣ କରାଯାଇଥିଲା । ଉପସ୍ଥିତ ଅତିଥିମାନେ ଶିକ୍ଷକଙ୍କ ଭୂମିକା ଉପରେ ବକ୍ତବ୍ୟ ରଖିଥିଲେ ।: [96, 478, 178, 495]
